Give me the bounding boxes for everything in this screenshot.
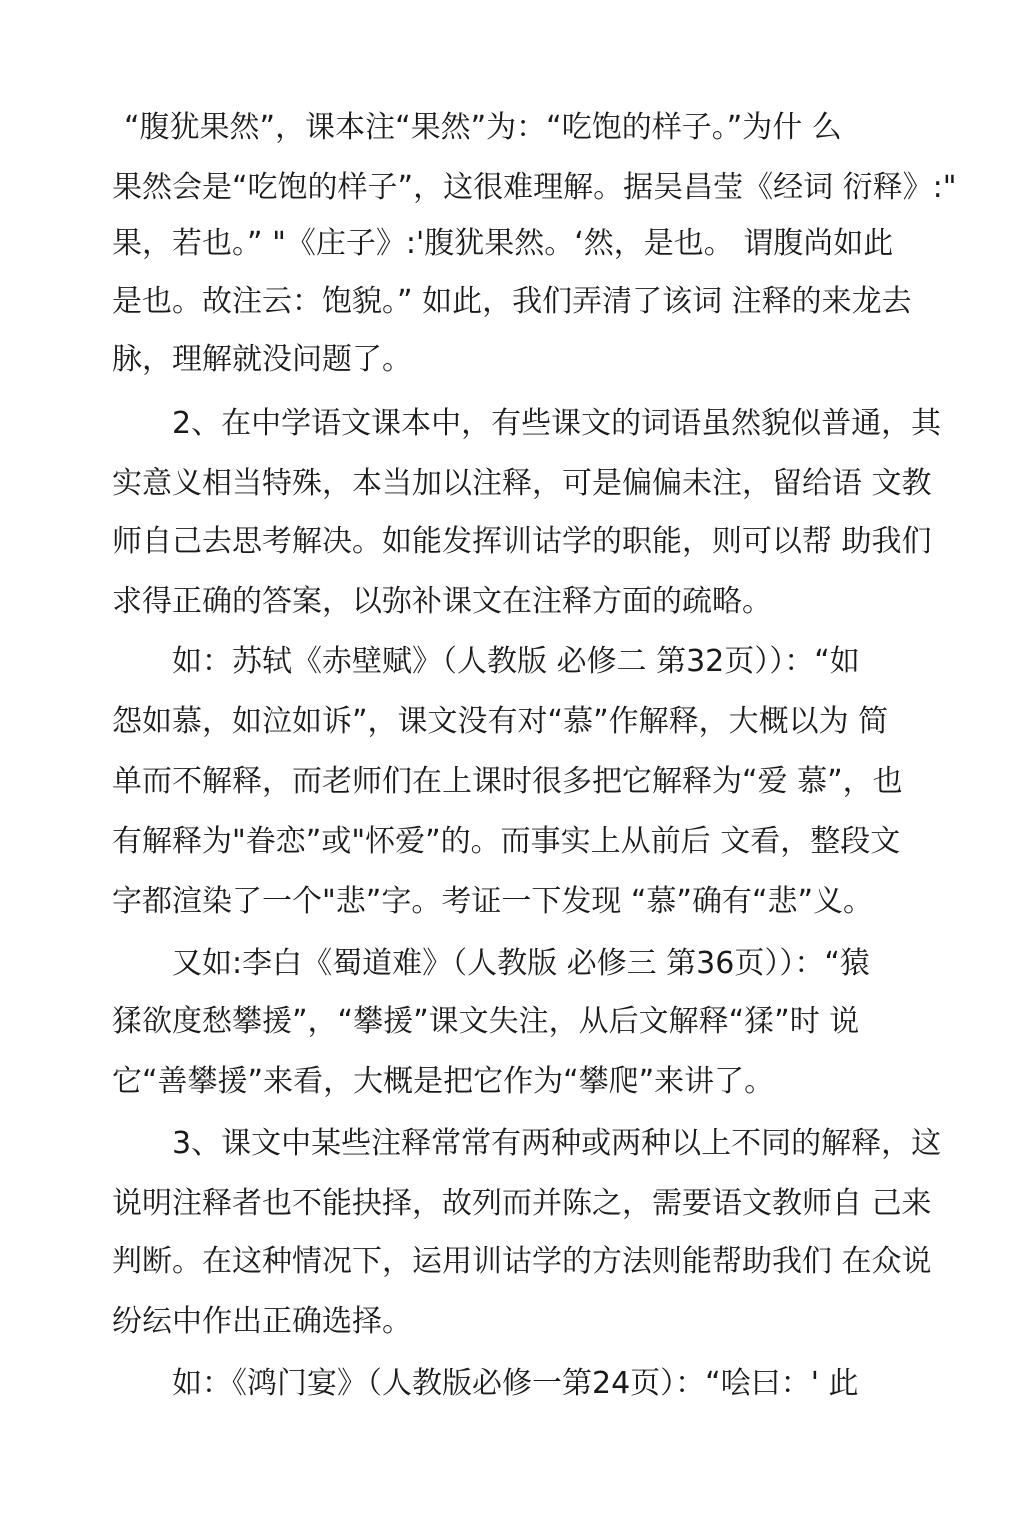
text-line: “腹犹果然”，课本注“果然”为：“吃饱的样子。”为什 么 (124, 110, 842, 145)
text-line: 说明注释者也不能抉择，故列而并陈之，需要语文教师自 己来 (112, 1186, 932, 1221)
text-line: 如：《鸿门宴》（人教版必修一第24页）：“哙曰：' 此 (172, 1366, 859, 1401)
text-line: 实意义相当特殊，本当加以注释，可是偏偏未注，留给语 文教 (112, 466, 932, 501)
text-line: 猱欲度愁攀援”，“攀援”课文失注，从后文解释“猱”时 说 (112, 1004, 860, 1039)
text-line: 有解释为"眷恋”或"怀爱”的。而事实上从前后 文看，整段文 (112, 824, 901, 859)
text-line: 怨如慕，如泣如诉”，课文没有对“慕”作解释，大概以为 简 (112, 704, 889, 739)
text-line: 果然会是“吃饱的样子”，这很难理解。据吴昌莹《经词 衍释》:" (112, 170, 957, 205)
text-line: 脉，理解就没问题了。 (112, 342, 412, 377)
text-line: 是也。故注云：饱貌。” 如此，我们弄清了该词 注释的来龙去 (112, 284, 912, 319)
text-line: 求得正确的答案，以弥补课文在注释方面的疏略。 (112, 584, 772, 619)
text-line: 3、课文中某些注释常常有两种或两种以上不同的解释，这 (172, 1126, 942, 1161)
text-line: 又如:李白《蜀道难》（人教版 必修三 第36页））：“猿 (172, 946, 870, 981)
text-line: 纷纭中作出正确选择。 (112, 1304, 412, 1339)
text-line: 单而不解释，而老师们在上课时很多把它解释为“爱 慕”，也 (112, 764, 903, 799)
text-line: 如：苏轼《赤壁赋》（人教版 必修二 第32页））：“如 (172, 644, 860, 679)
text-line: 师自己去思考解决。如能发挥训诂学的职能，则可以帮 助我们 (112, 524, 932, 559)
text-line: 判断。在这种情况下，运用训诂学的方法则能帮助我们 在众说 (112, 1244, 932, 1279)
text-line: 字都渲染了一个"悲”字。考证一下发现 “慕”确有“悲”义。 (112, 884, 874, 919)
text-line: 2、在中学语文课本中，有些课文的词语虽然貌似普通，其 (172, 406, 942, 441)
text-line: 它“善攀援”来看，大概是把它作为“攀爬”来讲了。 (112, 1064, 775, 1099)
text-line: 果，若也。” "《庄子》:'腹犹果然。‘然，是也。 谓腹尚如此 (112, 226, 894, 261)
